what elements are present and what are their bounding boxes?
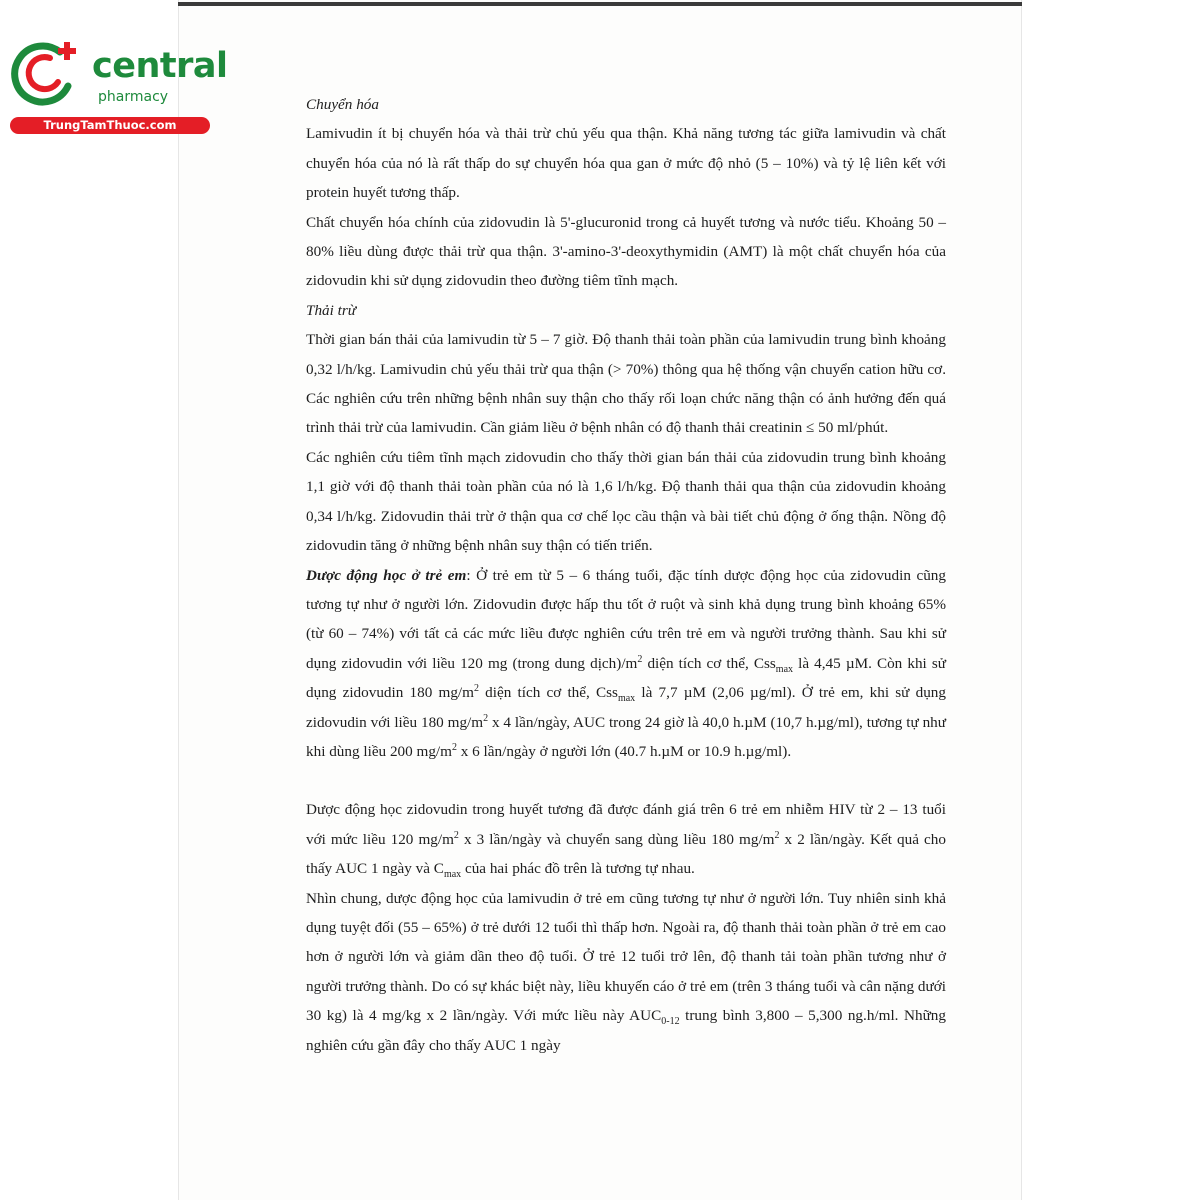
paragraph-gap <box>306 766 946 795</box>
pediatric-lead-in: Dược động học ở trẻ em <box>306 566 467 584</box>
paragraph-zidovudin-hiv-children: Dược động học zidovudin trong huyết tương đã được đánh giá trên 6 trẻ em nhiễm HIV từ 2 – 13 tuổi với mức liều 120 $mg/m^2$ x 3 lần/ngày và chuyển sang dùng liều 180 $mg/m^2$ x 2 lần/ngày. Kết quả cho thấy AUC 1 ngày và $C_{max}$ của hai phác đồ trên là tương tự nhau. <box>306 801 946 881</box>
paragraph-pediatric-pharmacokinetics: Dược động học ở trẻ em: Ở trẻ em từ 5 – 6 tháng tuổi, đặc tính dược động học của zidovudin cũng tương tự như ở người lớn. Zidovudin được hấp thu tốt ở ruột và sinh khả dụng trung bình khoảng 65% (từ 60 – 74%) với tất cả các mức liều được nghiên cứu trên trẻ em và người trưởng thành. Sau khi sử dụng zidovudin với liều 120 mg (trong dung $dịch)/m^2$ diện tích cơ thể, Css$_{max}$ là 4,45 µM. Còn khi sử dụng zidovudin 180 $mg/m^2$ diện tích cơ thể, Css$_{max}$ là 7,7 µM (2,06 µg/ml). Ở trẻ em, khi sử dụng zidovudin với liều 180 $mg/m^2$ x 4 lần/ngày, AUC trong 24 giờ là 40,0 h.µM (10,7 h.µg/ml), tương tự như khi dùng liều 200 $mg/m^2$ x 6 lần/ngày ở người lớn (40.7 h.µM or 10.9 h.µg/ml). <box>306 566 946 760</box>
paragraph-zidovudin-elimination: Các nghiên cứu tiêm tĩnh mạch zidovudin cho thấy thời gian bán thải của zidovudin trung bình khoảng 1,1 giờ với độ thanh thải toàn phần của nó là 1,6 l/h/kg. Độ thanh thải qua thận của zidovudin khoảng 0,34 l/h/kg. Zidovudin thải trừ ở thận qua cơ chế lọc cầu thận và bài tiết chủ động ở ống thận. Nồng độ zidovudin tăng ở những bệnh nhân suy thận có tiến triển. <box>306 448 946 555</box>
page-edge-right <box>1021 0 1022 1200</box>
paragraph-zidovudin-metabolism: Chất chuyển hóa chính của zidovudin là 5'-glucuronid trong cả huyết tương và nước tiểu. Khoảng 50 – 80% liều dùng được thải trừ qua thận. 3'-amino-3'-deoxythymidin (AMT) là một chất chuyển hóa của zidovudin khi sử dụng zidovudin theo đường tiêm tĩnh mạch. <box>306 213 946 290</box>
section-heading-metabolism: Chuyển hóa <box>306 96 379 113</box>
top-scan-edge <box>178 2 1022 6</box>
brand-subtitle: pharmacy <box>98 89 169 105</box>
pharmacy-cross-icon <box>10 38 90 110</box>
page-edge-left <box>178 0 179 1200</box>
central-pharmacy-logo[interactable] <box>10 38 228 138</box>
brand-url-badge[interactable]: TrungTamThuoc.com <box>10 117 210 134</box>
paragraph-lamivudin-elimination: Thời gian bán thải của lamivudin từ 5 – 7 giờ. Độ thanh thải toàn phần của lamivudin trung bình khoảng 0,32 l/h/kg. Lamivudin chủ yếu thải trừ qua thận (> 70%) thông qua hệ thống vận chuyển cation hữu cơ. Các nghiên cứu trên những bệnh nhân suy thận cho thấy rối loạn chức năng thận có ảnh hưởng đến quá trình thải trừ của lamivudin. Cần giảm liều ở bệnh nhân có độ thanh thải creatinin ≤ 50 ml/phút. <box>306 331 946 437</box>
paragraph-lamivudin-children: Nhìn chung, dược động học của lamivudin ở trẻ em cũng tương tự như ở người lớn. Tuy nhiên sinh khả dụng tuyệt đối (55 – 65%) ở trẻ dưới 12 tuổi thì thấp hơn. Ngoài ra, độ thanh thải toàn phần ở trẻ em cao hơn ở người lớn và giảm dần theo độ tuổi. Ở trẻ 12 tuổi trở lên, độ thanh tải toàn phần tương như ở người trưởng thành. Do có sự khác biệt này, liều khuyến cáo ở trẻ em (trên 3 tháng tuổi và cân nặng dưới 30 kg) là 4 mg/kg x 2 lần/ngày. Với mức liều này $AUC_{0-12}$ trung bình 3,800 – 5,300 ng.h/ml. Những nghiên cứu gần đây cho thấy AUC 1 ngày <box>306 889 946 1054</box>
section-heading-elimination: Thải trừ <box>306 301 357 319</box>
paragraph-lamivudin-metabolism: Lamivudin ít bị chuyển hóa và thải trừ chủ yếu qua thận. Khả năng tương tác giữa lamivudin và chất chuyển hóa của nó là rất thấp do sự chuyển hóa qua gan ở mức độ nhỏ (5 – 10%) và tỷ lệ liên kết với protein huyết tương thấp. <box>306 125 946 202</box>
document-body <box>306 90 946 1060</box>
brand-name: central <box>92 46 228 86</box>
